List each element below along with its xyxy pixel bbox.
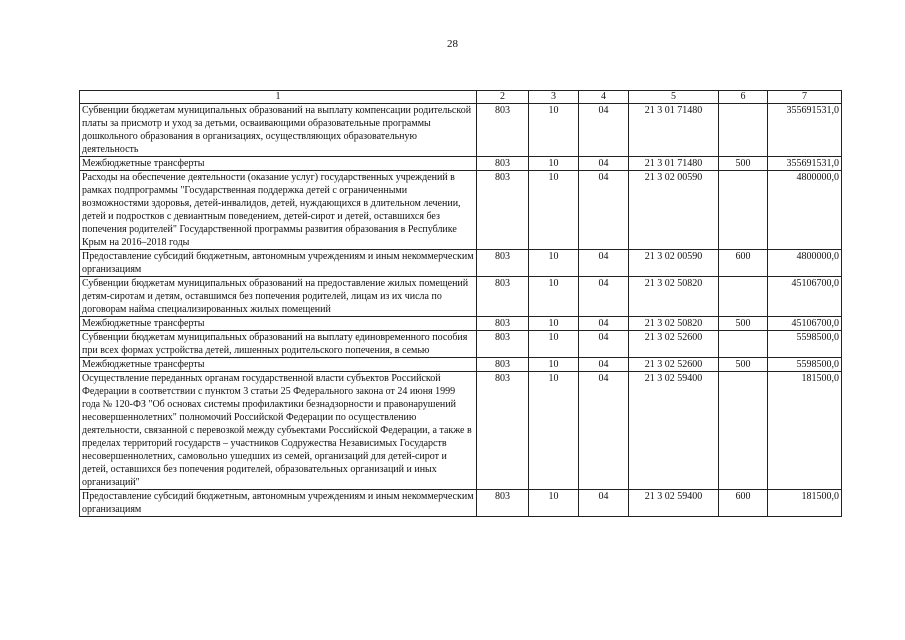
target-article-code: 21 3 01 71480 (629, 157, 719, 171)
amount: 355691531,0 (768, 104, 842, 157)
ministry-code: 803 (477, 372, 529, 490)
column-header: 4 (579, 91, 629, 104)
section-code: 10 (529, 157, 579, 171)
expense-type-code (719, 372, 768, 490)
amount: 355691531,0 (768, 157, 842, 171)
expense-name: Осуществление переданных органам государственной власти субъектов Российской Федерации в соответствии с пунктом 3 статьи 25 Федерального закона от 24 июня 1999 года № 120-ФЗ "Об основах системы профилактики безнадзорности и правонарушений несовершеннолетних" полномочий Российской Федерации по осуществлению деятельности, связанной с перевозкой между субъектами Российской Федерации, а также в пределах территорий государств – участников Содружества Независимых Государств несовершеннолетних, самовольно ушедших из семей, организаций для детей-сирот и детей, оставшихся без попечения родителей, образовательных организаций и иных организаций" (80, 372, 477, 490)
ministry-code: 803 (477, 171, 529, 250)
column-header: 2 (477, 91, 529, 104)
expense-type-code: 500 (719, 157, 768, 171)
subsection-code: 04 (579, 372, 629, 490)
section-code: 10 (529, 490, 579, 517)
section-code: 10 (529, 358, 579, 372)
subsection-code: 04 (579, 277, 629, 317)
subsection-code: 04 (579, 157, 629, 171)
subsection-code: 04 (579, 104, 629, 157)
column-header: 6 (719, 91, 768, 104)
column-header: 7 (768, 91, 842, 104)
expense-name: Межбюджетные трансферты (80, 157, 477, 171)
section-code: 10 (529, 171, 579, 250)
expense-type-code (719, 277, 768, 317)
target-article-code: 21 3 02 00590 (629, 250, 719, 277)
expense-type-code (719, 331, 768, 358)
amount: 5598500,0 (768, 358, 842, 372)
subsection-code: 04 (579, 317, 629, 331)
table-row (80, 372, 842, 490)
table-row (80, 317, 842, 331)
ministry-code: 803 (477, 317, 529, 331)
section-code: 10 (529, 331, 579, 358)
table-header-row (80, 91, 842, 104)
column-header: 1 (80, 91, 477, 104)
subsection-code: 04 (579, 358, 629, 372)
expense-name: Предоставление субсидий бюджетным, автономным учреждениям и иным некоммерческим организациям (80, 490, 477, 517)
budget-table (79, 90, 842, 517)
table-row (80, 490, 842, 517)
target-article-code: 21 3 02 52600 (629, 358, 719, 372)
expense-type-code: 600 (719, 490, 768, 517)
expense-type-code (719, 104, 768, 157)
section-code: 10 (529, 277, 579, 317)
section-code: 10 (529, 372, 579, 490)
expense-type-code (719, 171, 768, 250)
ministry-code: 803 (477, 331, 529, 358)
amount: 5598500,0 (768, 331, 842, 358)
target-article-code: 21 3 02 52600 (629, 331, 719, 358)
table-row (80, 171, 842, 250)
expense-type-code: 600 (719, 250, 768, 277)
ministry-code: 803 (477, 157, 529, 171)
column-header: 5 (629, 91, 719, 104)
amount: 4800000,0 (768, 250, 842, 277)
target-article-code: 21 3 02 50820 (629, 277, 719, 317)
expense-name: Субвенции бюджетам муниципальных образований на предоставление жилых помещений детям-сиротам и детям, оставшимся без попечения родителей, лицам из их числа по договорам найма специализированных жилых помещений (80, 277, 477, 317)
subsection-code: 04 (579, 250, 629, 277)
table-row (80, 331, 842, 358)
expense-name: Предоставление субсидий бюджетным, автономным учреждениям и иным некоммерческим организациям (80, 250, 477, 277)
expense-name: Межбюджетные трансферты (80, 317, 477, 331)
ministry-code: 803 (477, 104, 529, 157)
target-article-code: 21 3 01 71480 (629, 104, 719, 157)
target-article-code: 21 3 02 50820 (629, 317, 719, 331)
expense-name: Субвенции бюджетам муниципальных образований на выплату компенсации родительской платы за присмотр и уход за детьми, осваивающими образовательные программы дошкольного образования в организациях, осуществляющих образовательную деятельность (80, 104, 477, 157)
target-article-code: 21 3 02 59400 (629, 372, 719, 490)
target-article-code: 21 3 02 00590 (629, 171, 719, 250)
table-row (80, 157, 842, 171)
ministry-code: 803 (477, 250, 529, 277)
amount: 4800000,0 (768, 171, 842, 250)
target-article-code: 21 3 02 59400 (629, 490, 719, 517)
section-code: 10 (529, 317, 579, 331)
amount: 45106700,0 (768, 277, 842, 317)
table-row (80, 277, 842, 317)
table-row (80, 104, 842, 157)
amount: 181500,0 (768, 372, 842, 490)
section-code: 10 (529, 104, 579, 157)
ministry-code: 803 (477, 490, 529, 517)
subsection-code: 04 (579, 171, 629, 250)
expense-type-code: 500 (719, 317, 768, 331)
section-code: 10 (529, 250, 579, 277)
subsection-code: 04 (579, 490, 629, 517)
subsection-code: 04 (579, 331, 629, 358)
page-number: 28 (447, 38, 458, 50)
expense-name: Межбюджетные трансферты (80, 358, 477, 372)
table-row (80, 358, 842, 372)
amount: 181500,0 (768, 490, 842, 517)
expense-name: Субвенции бюджетам муниципальных образований на выплату единовременного пособия при всех формах устройства детей, лишенных родительского попечения, в семью (80, 331, 477, 358)
expense-name: Расходы на обеспечение деятельности (оказание услуг) государственных учреждений в рамках подпрограммы "Государственная поддержка детей с ограниченными возможностями здоровья, детей-инвалидов, детей, нуждающихся в длительном лечении, детей и подростков с девиантным поведением, детей-сирот и детей, оставшихся без попечения родителей" Государственной программы развития образования в Республике Крым на 2016–2018 годы (80, 171, 477, 250)
column-header: 3 (529, 91, 579, 104)
amount: 45106700,0 (768, 317, 842, 331)
table-row (80, 250, 842, 277)
ministry-code: 803 (477, 358, 529, 372)
ministry-code: 803 (477, 277, 529, 317)
expense-type-code: 500 (719, 358, 768, 372)
